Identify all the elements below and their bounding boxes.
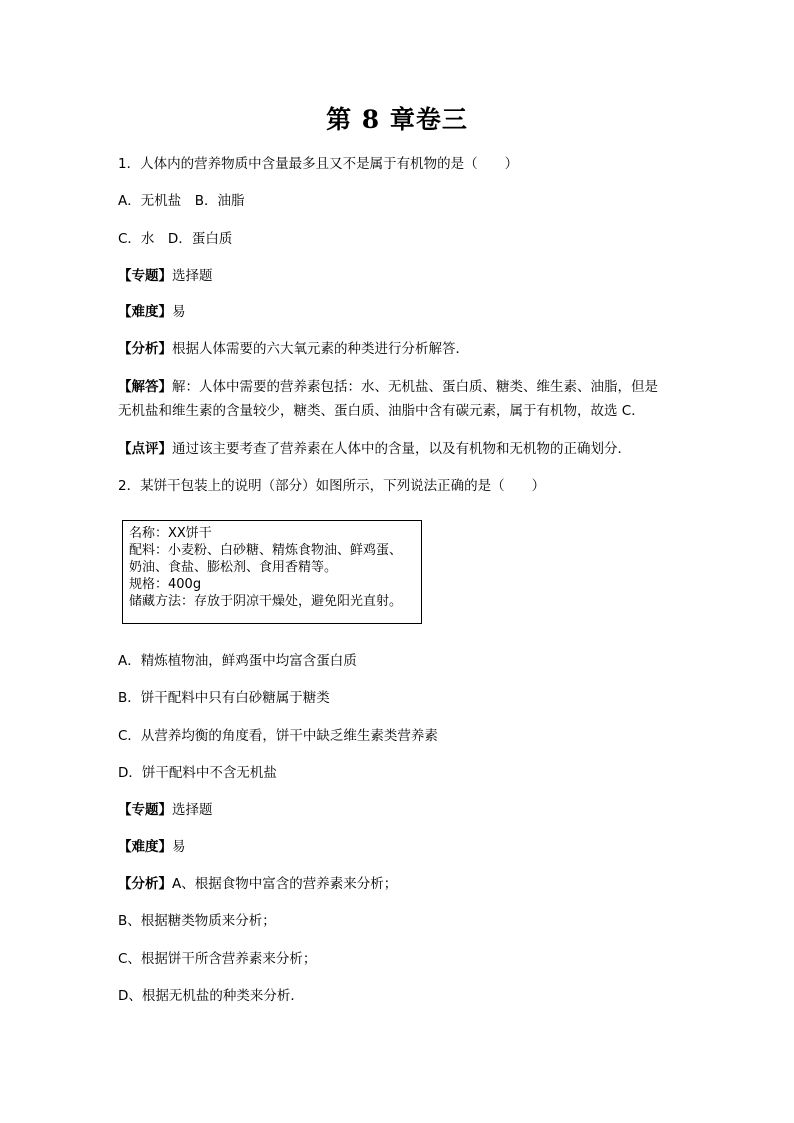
- q2-analysis-text-2: B、根据糖类物质来分析；: [118, 913, 276, 929]
- q2-option-a: A．精炼植物油，鲜鸡蛋中均富含蛋白质: [118, 653, 357, 669]
- q1-analysis-text: 根据人体需要的六大氧元素的种类进行分析解答．: [172, 341, 469, 357]
- q1-analysis: [118, 340, 469, 358]
- product-ingredients-1: 配料：小麦粉、白砂糖、精炼食物油、鲜鸡蛋、: [129, 543, 403, 558]
- q1-answer-label: 【解答】: [118, 379, 172, 395]
- q2-analysis: [118, 875, 397, 893]
- q1-options-cd: C．水 D．蛋白质: [118, 231, 233, 247]
- q1-difficulty: [118, 303, 186, 321]
- q1-comment: [118, 440, 631, 458]
- q2-topic: [118, 801, 213, 819]
- q2-option-d: D．饼干配料中不含无机盐: [118, 765, 277, 781]
- q2-analysis-text-1: A、根据食物中富含的营养素来分析；: [172, 876, 398, 892]
- q1-options-ab: A．无机盐 B．油脂: [118, 193, 245, 209]
- q2-analysis-text-3: C、根据饼干所含营养素来分析；: [118, 951, 317, 967]
- q2-stem: 2．某饼干包装上的说明（部分）如图所示，下列说法正确的是（ ）: [118, 478, 546, 494]
- q1-comment-label: 【点评】: [118, 441, 172, 457]
- q1-difficulty-value: 易: [172, 304, 186, 320]
- q1-topic-label: 【专题】: [118, 268, 172, 284]
- q1-answer: [118, 378, 658, 396]
- q2-analysis-label: 【分析】: [118, 876, 172, 892]
- q1-stem: 1．人体内的营养物质中含量最多且又不是属于有机物的是（ ）: [118, 156, 519, 172]
- q2-difficulty-value: 易: [172, 839, 186, 855]
- q2-option-c: C．从营养均衡的角度看，饼干中缺乏维生素类营养素: [118, 728, 438, 744]
- q1-topic-value: 选择题: [172, 268, 213, 284]
- product-label-box: [122, 520, 422, 624]
- q2-analysis-text-4: D、根据无机盐的种类来分析．: [118, 988, 304, 1004]
- q1-answer-text-2: 无机盐和维生素的含量较少，糖类、蛋白质、油脂中含有碳元素，属于有机物，故选 C．: [118, 403, 645, 419]
- product-name: 名称：XX饼干: [129, 526, 212, 541]
- q2-topic-label: 【专题】: [118, 802, 172, 818]
- q2-topic-value: 选择题: [172, 802, 213, 818]
- q2-difficulty: [118, 838, 186, 856]
- q1-analysis-label: 【分析】: [118, 341, 172, 357]
- q2-difficulty-label: 【难度】: [118, 839, 172, 855]
- page-title: 第 8 章卷三: [326, 105, 468, 134]
- product-ingredients-2: 奶油、食盐、膨松剂、食用香精等。: [129, 560, 338, 575]
- product-storage: 储藏方法：存放于阴凉干燥处，避免阳光直射。: [129, 594, 403, 609]
- q1-topic: [118, 267, 213, 285]
- q1-answer-text-1: 解：人体中需要的营养素包括：水、无机盐、蛋白质、糖类、维生素、油脂，但是: [172, 379, 658, 395]
- product-spec: 规格：400g: [129, 577, 202, 592]
- q2-option-b: B．饼干配料中只有白砂糖属于糖类: [118, 690, 330, 706]
- q1-difficulty-label: 【难度】: [118, 304, 172, 320]
- q1-comment-text: 通过该主要考查了营养素在人体中的含量，以及有机物和无机物的正确划分．: [172, 441, 631, 457]
